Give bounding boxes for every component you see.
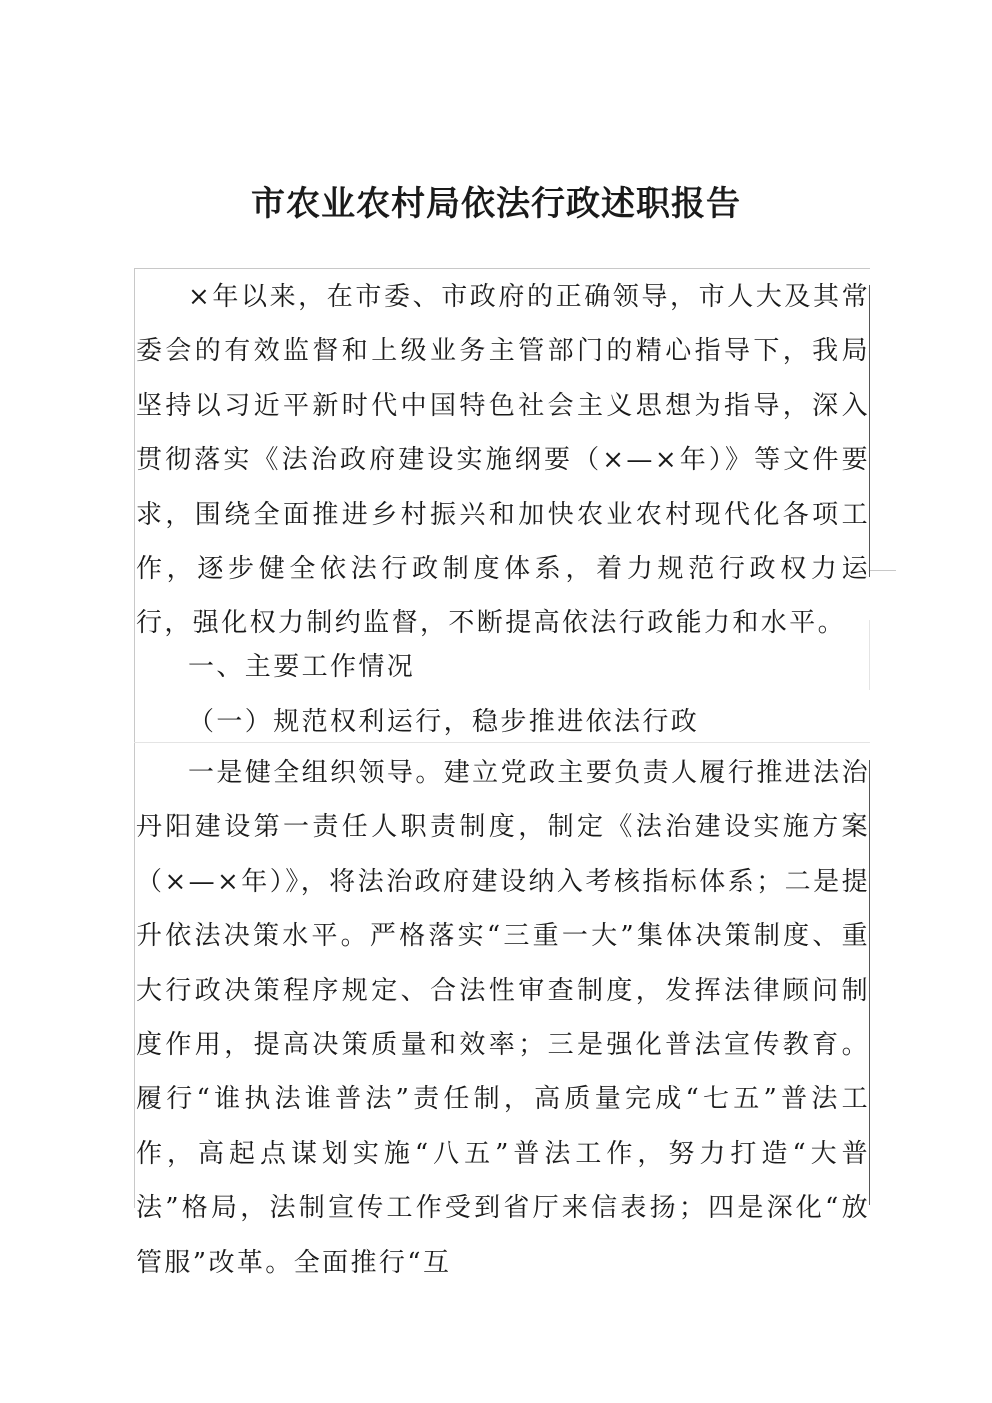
document-title: 市农业农村局依法行政述职报告 (251, 184, 741, 224)
section-heading: 一、主要工作情况 (188, 652, 416, 682)
frame-top-border (134, 268, 870, 269)
intro-paragraph: ×年以来，在市委、市政府的正确领导，市人大及其常委会的有效监督和上级业务主管部门的精心指导下，我局坚持以习近平新时代中国特色社会主义思想为指导，深入贯彻落实《法治政府建设实施纲要（×—×年）》等文件要求，围绕全面推进乡村振兴和加快农业农村现代化各项工作，逐步健全依法行政制度体系，着力规范行政权力运行，强化权力制约监督，不断提高依法行政能力和水平。 (136, 282, 870, 639)
frame-left-border (134, 268, 135, 1208)
body-paragraph: 一是健全组织领导。建立党政主要负责人履行推进法治丹阳建设第一责任人职责制度，制定《法治建设实施方案（×—×年）》，将法治政府建设纳入考核指标体系；二是提升依法决策水平。严格落实“三重一大”集体决策制度、重大行政决策程序规定、合法性审查制度，发挥法律顾问制度作用，提高决策质量和效率；三是强化普法宣传教育。履行“谁执法谁普法”责任制，高质量完成“七五”普法工作，高起点谋划实施“八五”普法工作，努力打造“大普法”格局，法制宣传工作受到省厅来信表扬；四是深化“放管服”改革。全面推行“互 (136, 758, 870, 1278)
subsection-heading: （一）规范权利运行，稳步推进依法行政 (188, 707, 700, 737)
frame-row-marker (870, 570, 896, 571)
